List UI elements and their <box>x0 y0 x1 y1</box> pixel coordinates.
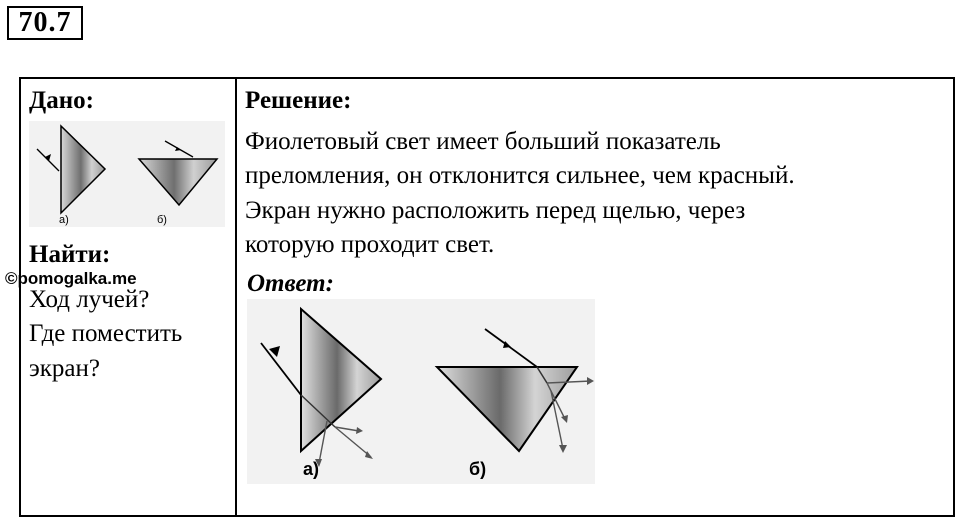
answer-ray-b-exit-arrow-2 <box>561 415 568 423</box>
find-line-1: Ход лучей? <box>29 286 150 313</box>
solution-line-1: Фиолетовый свет имеет больший показатель <box>245 128 721 155</box>
given-prism-figure <box>29 121 225 227</box>
given-fig-label-b: б) <box>157 214 167 226</box>
given-fig-label-a: а) <box>59 214 69 226</box>
prism-b <box>139 159 217 205</box>
answer-prism-figure <box>247 299 595 484</box>
answer-ray-b-incident <box>485 329 537 367</box>
solution-table <box>19 77 955 517</box>
column-divider <box>235 79 237 515</box>
answer-ray-b-exit-3 <box>551 391 563 449</box>
solution-line-2: преломления, он отклонится сильнее, чем красный. <box>245 162 795 189</box>
answer-heading: Ответ: <box>247 270 334 297</box>
find-line-2: Где поместить <box>29 320 183 347</box>
solution-line-4: которую проходит свет. <box>245 231 495 258</box>
answer-ray-b-exit-arrow-1 <box>587 377 594 385</box>
answer-prism-b <box>437 367 577 451</box>
problem-number: 70.7 <box>7 6 83 40</box>
prism-a <box>61 126 105 213</box>
solution-heading: Решение: <box>245 87 352 114</box>
watermark: ©pomogalka.me <box>5 269 137 288</box>
ray-a-arrow <box>45 154 51 161</box>
answer-ray-a-incident <box>261 343 301 395</box>
find-heading: Найти: <box>29 241 111 268</box>
solution-line-3: Экран нужно расположить перед щелью, через <box>245 197 746 224</box>
answer-ray-a-exit-2 <box>335 427 371 457</box>
answer-ray-b-exit-arrow-3 <box>559 445 567 453</box>
given-heading: Дано: <box>29 87 94 114</box>
answer-fig-label-a: а) <box>303 459 320 479</box>
answer-fig-label-b: б) <box>469 459 487 479</box>
answer-ray-a-exit-arrow-1 <box>356 427 363 434</box>
answer-prism-a <box>301 309 381 451</box>
find-line-3: экран? <box>29 355 100 382</box>
